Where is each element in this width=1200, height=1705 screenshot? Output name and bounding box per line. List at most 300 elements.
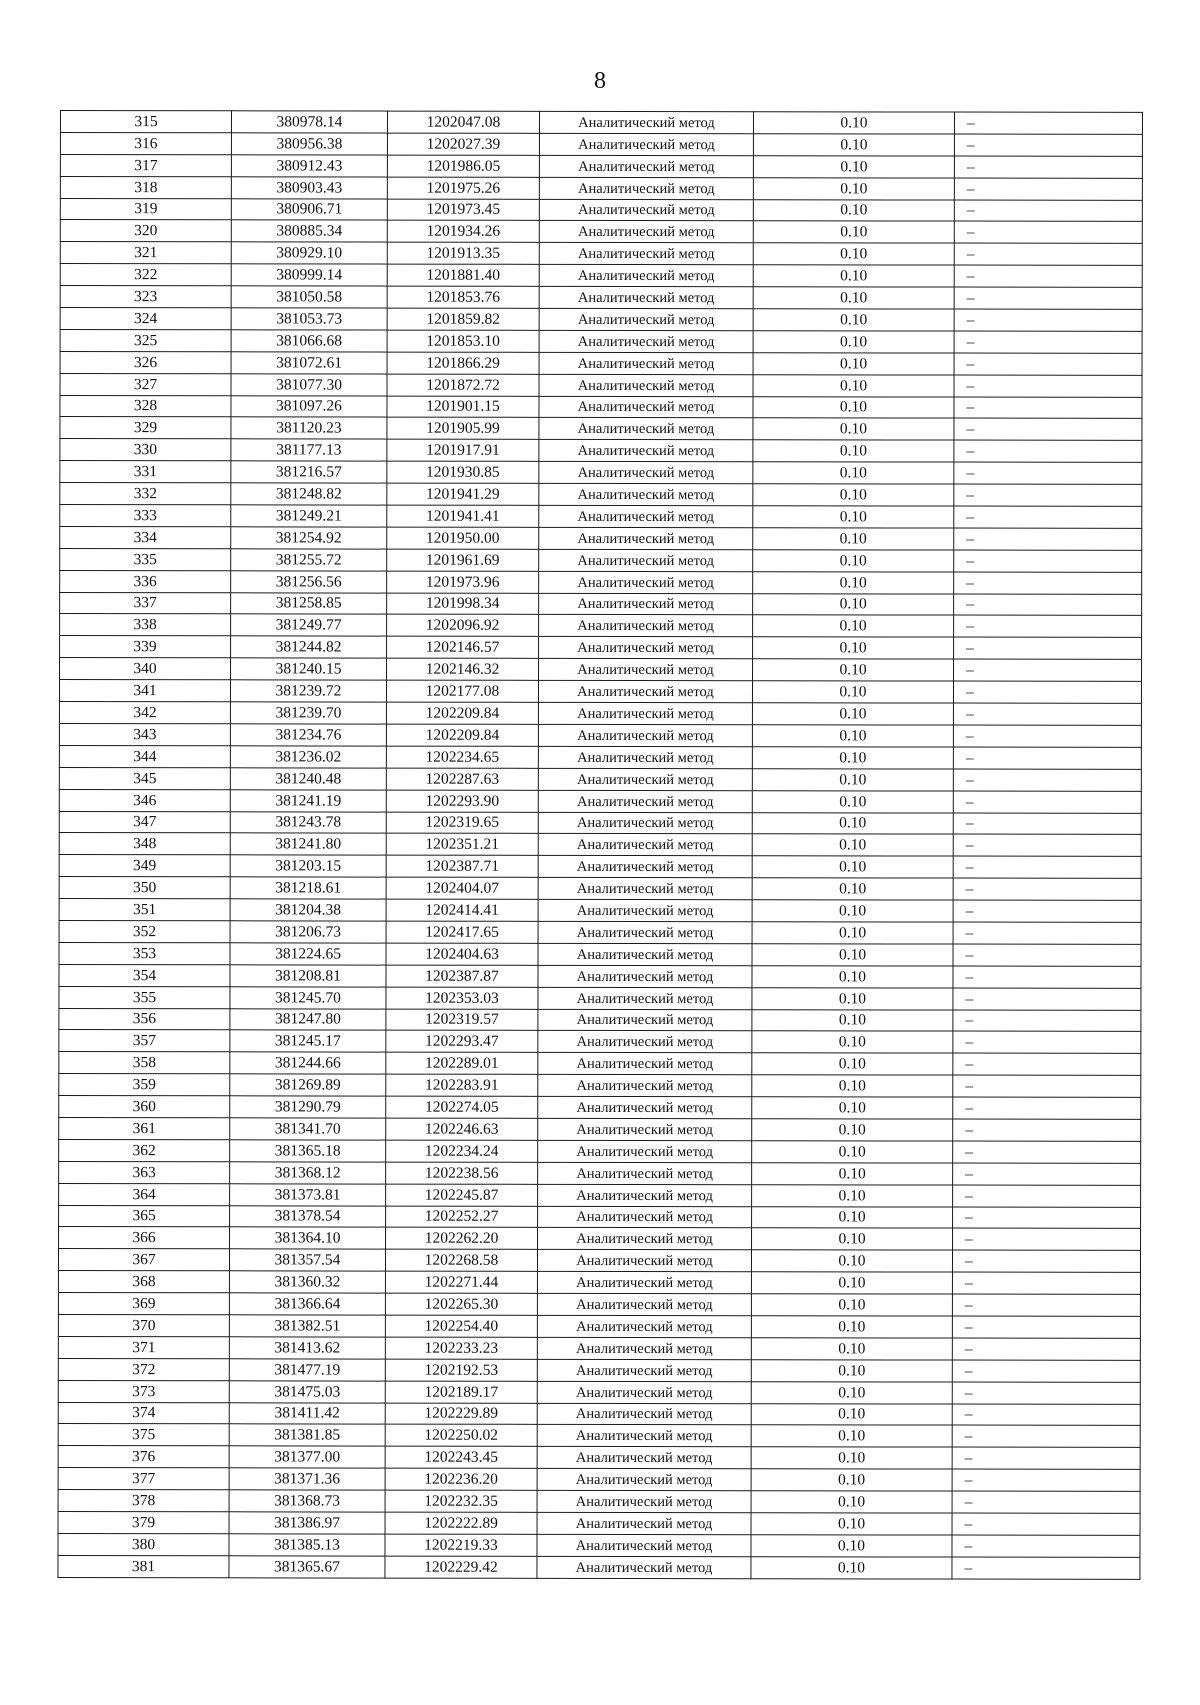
- x-coordinate-cell: 381097.26: [231, 395, 387, 417]
- table-row: [59, 942, 1141, 966]
- x-coordinate-cell: 381239.72: [230, 680, 386, 702]
- x-coordinate-cell: 381243.78: [230, 811, 386, 833]
- empty-dash-cell: –: [954, 506, 1142, 528]
- y-coordinate-cell: 1202246.63: [386, 1118, 538, 1140]
- x-coordinate-cell: 381203.15: [230, 855, 386, 877]
- y-coordinate-cell: 1202265.30: [385, 1293, 537, 1315]
- point-number-cell: 365: [59, 1205, 230, 1227]
- point-number-cell: 330: [60, 439, 231, 461]
- empty-dash-cell: –: [953, 834, 1141, 856]
- y-coordinate-cell: 1202417.65: [386, 921, 538, 943]
- y-coordinate-cell: 1201866.29: [387, 352, 539, 374]
- point-number-cell: 357: [59, 1030, 230, 1052]
- table-row: [60, 220, 1142, 244]
- x-coordinate-cell: 381247.80: [230, 1008, 386, 1030]
- empty-dash-cell: –: [954, 156, 1142, 178]
- y-coordinate-cell: 1202229.89: [385, 1403, 537, 1425]
- x-coordinate-cell: 381244.82: [231, 636, 387, 658]
- empty-dash-cell: –: [953, 944, 1141, 966]
- empty-dash-cell: –: [953, 878, 1141, 900]
- table-row: [58, 1380, 1140, 1404]
- accuracy-cell: 0.10: [753, 177, 954, 199]
- empty-dash-cell: –: [953, 703, 1141, 725]
- accuracy-cell: 0.10: [752, 747, 953, 769]
- table-row: [59, 811, 1141, 835]
- point-number-cell: 336: [60, 570, 231, 592]
- y-coordinate-cell: 1202293.90: [386, 790, 538, 812]
- method-cell: Аналитический метод: [539, 527, 753, 549]
- x-coordinate-cell: 381241.80: [230, 833, 386, 855]
- table-row: [59, 833, 1141, 857]
- accuracy-cell: 0.10: [753, 659, 954, 681]
- accuracy-cell: 0.10: [753, 112, 954, 134]
- y-coordinate-cell: 1202234.65: [386, 746, 538, 768]
- empty-dash-cell: –: [953, 1207, 1141, 1229]
- y-coordinate-cell: 1201917.91: [387, 439, 539, 461]
- point-number-cell: 356: [59, 1008, 230, 1030]
- y-coordinate-cell: 1202387.71: [386, 855, 538, 877]
- empty-dash-cell: –: [954, 419, 1142, 441]
- x-coordinate-cell: 381236.02: [230, 746, 386, 768]
- table-row: [59, 680, 1141, 704]
- table-row: [60, 351, 1142, 375]
- method-cell: Аналитический метод: [538, 1031, 752, 1053]
- x-coordinate-cell: 381239.70: [230, 702, 386, 724]
- method-cell: Аналитический метод: [539, 396, 753, 418]
- accuracy-cell: 0.10: [753, 462, 954, 484]
- accuracy-cell: 0.10: [752, 1097, 953, 1119]
- empty-dash-cell: –: [952, 1491, 1140, 1513]
- x-coordinate-cell: 381368.12: [230, 1162, 386, 1184]
- table-row: [60, 570, 1142, 594]
- point-number-cell: 366: [59, 1227, 230, 1249]
- y-coordinate-cell: 1201973.45: [387, 199, 539, 221]
- point-number-cell: 346: [59, 789, 230, 811]
- x-coordinate-cell: 381373.81: [230, 1183, 386, 1205]
- table-row: [60, 483, 1142, 507]
- method-cell: Аналитический метод: [537, 1250, 751, 1272]
- x-coordinate-cell: 381357.54: [229, 1249, 385, 1271]
- accuracy-cell: 0.10: [753, 221, 954, 243]
- point-number-cell: 322: [60, 264, 231, 286]
- y-coordinate-cell: 1202414.41: [386, 899, 538, 921]
- method-cell: Аналитический метод: [538, 1118, 752, 1140]
- x-coordinate-cell: 381365.18: [230, 1140, 386, 1162]
- x-coordinate-cell: 380999.14: [231, 264, 387, 286]
- y-coordinate-cell: 1202232.35: [385, 1490, 537, 1512]
- empty-dash-cell: –: [952, 1557, 1140, 1579]
- x-coordinate-cell: 381240.48: [230, 768, 386, 790]
- x-coordinate-cell: 381385.13: [229, 1534, 385, 1556]
- empty-dash-cell: –: [954, 112, 1142, 134]
- point-number-cell: 376: [58, 1446, 229, 1468]
- y-coordinate-cell: 1202027.39: [387, 133, 539, 155]
- accuracy-cell: 0.10: [753, 637, 954, 659]
- table-row: [58, 1468, 1140, 1492]
- x-coordinate-cell: 381364.10: [230, 1227, 386, 1249]
- point-number-cell: 364: [59, 1183, 230, 1205]
- method-cell: Аналитический метод: [538, 1009, 752, 1031]
- table-row: [59, 1183, 1141, 1207]
- method-cell: Аналитический метод: [539, 374, 753, 396]
- method-cell: Аналитический метод: [539, 462, 753, 484]
- empty-dash-cell: –: [954, 637, 1142, 659]
- y-coordinate-cell: 1202289.01: [386, 1052, 538, 1074]
- point-number-cell: 361: [59, 1117, 230, 1139]
- point-number-cell: 344: [59, 745, 230, 767]
- x-coordinate-cell: 381382.51: [229, 1315, 385, 1337]
- empty-dash-cell: –: [954, 484, 1142, 506]
- point-number-cell: 329: [60, 417, 231, 439]
- empty-dash-cell: –: [954, 572, 1142, 594]
- empty-dash-cell: –: [953, 856, 1141, 878]
- empty-dash-cell: –: [953, 813, 1141, 835]
- y-coordinate-cell: 1202146.57: [387, 636, 539, 658]
- empty-dash-cell: –: [953, 1075, 1141, 1097]
- accuracy-cell: 0.10: [751, 1425, 952, 1447]
- empty-dash-cell: –: [952, 1425, 1140, 1447]
- table-row: [60, 286, 1142, 310]
- x-coordinate-cell: 381475.03: [229, 1380, 385, 1402]
- y-coordinate-cell: 1202283.91: [386, 1074, 538, 1096]
- table-row: [59, 789, 1141, 813]
- method-cell: Аналитический метод: [538, 1140, 752, 1162]
- point-number-cell: 316: [60, 132, 231, 154]
- y-coordinate-cell: 1202404.63: [386, 943, 538, 965]
- empty-dash-cell: –: [952, 1513, 1140, 1535]
- point-number-cell: 375: [58, 1424, 229, 1446]
- x-coordinate-cell: 381240.15: [231, 658, 387, 680]
- table-row: [59, 1227, 1141, 1251]
- x-coordinate-cell: 380912.43: [231, 155, 387, 177]
- point-number-cell: 381: [58, 1555, 229, 1577]
- empty-dash-cell: –: [954, 287, 1142, 309]
- y-coordinate-cell: 1201973.96: [387, 571, 539, 593]
- y-coordinate-cell: 1202319.57: [386, 1009, 538, 1031]
- accuracy-cell: 0.10: [753, 155, 954, 177]
- accuracy-cell: 0.10: [753, 309, 954, 331]
- method-cell: Аналитический метод: [537, 1447, 751, 1469]
- method-cell: Аналитический метод: [538, 812, 752, 834]
- x-coordinate-cell: 381477.19: [229, 1359, 385, 1381]
- table-row: [59, 920, 1141, 944]
- point-number-cell: 379: [58, 1511, 229, 1533]
- y-coordinate-cell: 1202254.40: [385, 1315, 537, 1337]
- y-coordinate-cell: 1202146.32: [387, 658, 539, 680]
- table-row: [58, 1555, 1140, 1579]
- table-row: [59, 1117, 1141, 1141]
- method-cell: Аналитический метод: [539, 111, 753, 133]
- table-row: [60, 548, 1142, 572]
- point-number-cell: 335: [60, 548, 231, 570]
- method-cell: Аналитический метод: [537, 1272, 751, 1294]
- table-row: [60, 658, 1142, 682]
- accuracy-cell: 0.10: [752, 1184, 953, 1206]
- accuracy-cell: 0.10: [753, 243, 954, 265]
- method-cell: Аналитический метод: [538, 943, 752, 965]
- x-coordinate-cell: 381258.85: [231, 592, 387, 614]
- accuracy-cell: 0.10: [752, 1009, 953, 1031]
- empty-dash-cell: –: [952, 1316, 1140, 1338]
- table-row: [60, 198, 1142, 222]
- accuracy-cell: 0.10: [752, 944, 953, 966]
- x-coordinate-cell: 380903.43: [231, 176, 387, 198]
- point-number-cell: 359: [59, 1074, 230, 1096]
- method-cell: Аналитический метод: [539, 418, 753, 440]
- method-cell: Аналитический метод: [537, 1337, 751, 1359]
- x-coordinate-cell: 380978.14: [231, 111, 387, 133]
- method-cell: Аналитический метод: [538, 1096, 752, 1118]
- method-cell: Аналитический метод: [537, 1469, 751, 1491]
- x-coordinate-cell: 381256.56: [231, 571, 387, 593]
- y-coordinate-cell: 1202209.84: [386, 724, 538, 746]
- table-row: [60, 636, 1142, 660]
- empty-dash-cell: –: [954, 265, 1142, 287]
- table-row: [59, 877, 1141, 901]
- empty-dash-cell: –: [954, 200, 1142, 222]
- point-number-cell: 341: [59, 680, 230, 702]
- y-coordinate-cell: 1202245.87: [386, 1184, 538, 1206]
- method-cell: Аналитический метод: [538, 790, 752, 812]
- method-cell: Аналитический метод: [537, 1293, 751, 1315]
- x-coordinate-cell: 381245.70: [230, 986, 386, 1008]
- x-coordinate-cell: 381206.73: [230, 921, 386, 943]
- table-row: [58, 1336, 1140, 1360]
- method-cell: Аналитический метод: [539, 177, 753, 199]
- table-row: [59, 745, 1141, 769]
- x-coordinate-cell: 381072.61: [231, 352, 387, 374]
- y-coordinate-cell: 1202177.08: [386, 680, 538, 702]
- accuracy-cell: 0.10: [752, 790, 953, 812]
- empty-dash-cell: –: [953, 681, 1141, 703]
- accuracy-cell: 0.10: [753, 353, 954, 375]
- accuracy-cell: 0.10: [752, 878, 953, 900]
- y-coordinate-cell: 1202229.42: [385, 1556, 537, 1578]
- point-number-cell: 333: [60, 505, 231, 527]
- accuracy-cell: 0.10: [752, 922, 953, 944]
- method-cell: Аналитический метод: [539, 571, 753, 593]
- accuracy-cell: 0.10: [753, 199, 954, 221]
- accuracy-cell: 0.10: [752, 1141, 953, 1163]
- point-number-cell: 371: [58, 1336, 229, 1358]
- y-coordinate-cell: 1202262.20: [386, 1227, 538, 1249]
- empty-dash-cell: –: [954, 462, 1142, 484]
- x-coordinate-cell: 381224.65: [230, 943, 386, 965]
- accuracy-cell: 0.10: [752, 703, 953, 725]
- method-cell: Аналитический метод: [538, 1206, 752, 1228]
- table-row: [58, 1446, 1140, 1470]
- accuracy-cell: 0.10: [753, 134, 954, 156]
- table-row: [60, 176, 1142, 200]
- point-number-cell: 327: [60, 373, 231, 395]
- point-number-cell: 332: [60, 483, 231, 505]
- accuracy-cell: 0.10: [752, 1053, 953, 1075]
- y-coordinate-cell: 1202252.27: [386, 1206, 538, 1228]
- empty-dash-cell: –: [953, 1053, 1141, 1075]
- x-coordinate-cell: 381249.21: [231, 505, 387, 527]
- method-cell: Аналитический метод: [539, 549, 753, 571]
- table-row: [60, 395, 1142, 419]
- x-coordinate-cell: 381053.73: [231, 308, 387, 330]
- point-number-cell: 372: [58, 1358, 229, 1380]
- accuracy-cell: 0.10: [753, 571, 954, 593]
- y-coordinate-cell: 1201881.40: [387, 264, 539, 286]
- empty-dash-cell: –: [952, 1250, 1140, 1272]
- method-cell: Аналитический метод: [537, 1512, 751, 1534]
- method-cell: Аналитический метод: [539, 440, 753, 462]
- x-coordinate-cell: 381120.23: [231, 417, 387, 439]
- accuracy-cell: 0.10: [751, 1316, 952, 1338]
- accuracy-cell: 0.10: [752, 987, 953, 1009]
- empty-dash-cell: –: [954, 134, 1142, 156]
- method-cell: Аналитический метод: [538, 987, 752, 1009]
- y-coordinate-cell: 1202319.65: [386, 812, 538, 834]
- empty-dash-cell: –: [954, 550, 1142, 572]
- method-cell: Аналитический метод: [539, 352, 753, 374]
- table-row: [59, 1030, 1141, 1054]
- point-number-cell: 319: [60, 198, 231, 220]
- point-number-cell: 363: [59, 1161, 230, 1183]
- x-coordinate-cell: 381208.81: [230, 965, 386, 987]
- x-coordinate-cell: 381241.19: [230, 789, 386, 811]
- method-cell: Аналитический метод: [537, 1556, 751, 1578]
- method-cell: Аналитический метод: [538, 834, 752, 856]
- method-cell: Аналитический метод: [537, 1359, 751, 1381]
- accuracy-cell: 0.10: [752, 856, 953, 878]
- method-cell: Аналитический метод: [538, 899, 752, 921]
- table-row: [60, 154, 1142, 178]
- x-coordinate-cell: 380929.10: [231, 242, 387, 264]
- method-cell: Аналитический метод: [539, 265, 753, 287]
- point-number-cell: 370: [58, 1314, 229, 1336]
- empty-dash-cell: –: [953, 769, 1141, 791]
- table-row: [59, 1008, 1141, 1032]
- method-cell: Аналитический метод: [539, 659, 753, 681]
- empty-dash-cell: –: [953, 1010, 1141, 1032]
- point-number-cell: 340: [60, 658, 231, 680]
- point-number-cell: 378: [58, 1490, 229, 1512]
- method-cell: Аналитический метод: [538, 702, 752, 724]
- y-coordinate-cell: 1201853.10: [387, 330, 539, 352]
- accuracy-cell: 0.10: [753, 440, 954, 462]
- accuracy-cell: 0.10: [753, 265, 954, 287]
- empty-dash-cell: –: [954, 440, 1142, 462]
- x-coordinate-cell: 380885.34: [231, 220, 387, 242]
- y-coordinate-cell: 1201901.15: [387, 396, 539, 418]
- point-number-cell: 350: [59, 877, 230, 899]
- table-row: [58, 1402, 1140, 1426]
- accuracy-cell: 0.10: [751, 1535, 952, 1557]
- y-coordinate-cell: 1202250.02: [385, 1425, 537, 1447]
- empty-dash-cell: –: [954, 594, 1142, 616]
- y-coordinate-cell: 1202233.23: [385, 1337, 537, 1359]
- y-coordinate-cell: 1201905.99: [387, 418, 539, 440]
- x-coordinate-cell: 380906.71: [231, 198, 387, 220]
- accuracy-cell: 0.10: [752, 812, 953, 834]
- method-cell: Аналитический метод: [538, 878, 752, 900]
- empty-dash-cell: –: [952, 1469, 1140, 1491]
- y-coordinate-cell: 1202189.17: [385, 1381, 537, 1403]
- empty-dash-cell: –: [953, 791, 1141, 813]
- table-row: [60, 505, 1142, 529]
- y-coordinate-cell: 1201941.41: [387, 505, 539, 527]
- y-coordinate-cell: 1202293.47: [386, 1030, 538, 1052]
- method-cell: Аналитический метод: [538, 1075, 752, 1097]
- method-cell: Аналитический метод: [538, 1184, 752, 1206]
- empty-dash-cell: –: [954, 178, 1142, 200]
- point-number-cell: 348: [59, 833, 230, 855]
- x-coordinate-cell: 381360.32: [229, 1271, 385, 1293]
- empty-dash-cell: –: [954, 222, 1142, 244]
- point-number-cell: 338: [60, 614, 231, 636]
- method-cell: Аналитический метод: [539, 308, 753, 330]
- empty-dash-cell: –: [953, 1031, 1141, 1053]
- x-coordinate-cell: 381341.70: [230, 1118, 386, 1140]
- accuracy-cell: 0.10: [753, 331, 954, 353]
- point-number-cell: 325: [60, 329, 231, 351]
- x-coordinate-cell: 381269.89: [230, 1074, 386, 1096]
- empty-dash-cell: –: [954, 616, 1142, 638]
- method-cell: Аналитический метод: [538, 680, 752, 702]
- point-number-cell: 342: [59, 702, 230, 724]
- x-coordinate-cell: 381254.92: [231, 527, 387, 549]
- table-row: [59, 1074, 1141, 1098]
- x-coordinate-cell: 381245.17: [230, 1030, 386, 1052]
- x-coordinate-cell: 381386.97: [229, 1512, 385, 1534]
- method-cell: Аналитический метод: [538, 1053, 752, 1075]
- point-number-cell: 377: [58, 1468, 229, 1490]
- method-cell: Аналитический метод: [539, 637, 753, 659]
- method-cell: Аналитический метод: [539, 155, 753, 177]
- y-coordinate-cell: 1202096.92: [387, 615, 539, 637]
- empty-dash-cell: –: [953, 1141, 1141, 1163]
- table-row: [60, 308, 1142, 332]
- table-row: [60, 592, 1142, 616]
- table-row: [59, 702, 1141, 726]
- x-coordinate-cell: 381234.76: [230, 724, 386, 746]
- method-cell: Аналитический метод: [538, 1228, 752, 1250]
- accuracy-cell: 0.10: [751, 1381, 952, 1403]
- point-number-cell: 355: [59, 986, 230, 1008]
- point-number-cell: 320: [60, 220, 231, 242]
- empty-dash-cell: –: [954, 331, 1142, 353]
- table-row: [59, 964, 1141, 988]
- table-row: [58, 1249, 1140, 1273]
- method-cell: Аналитический метод: [539, 505, 753, 527]
- point-number-cell: 358: [59, 1052, 230, 1074]
- empty-dash-cell: –: [954, 309, 1142, 331]
- point-number-cell: 318: [60, 176, 231, 198]
- accuracy-cell: 0.10: [753, 418, 954, 440]
- x-coordinate-cell: 381290.79: [230, 1096, 386, 1118]
- y-coordinate-cell: 1201853.76: [387, 286, 539, 308]
- accuracy-cell: 0.10: [752, 1206, 953, 1228]
- point-number-cell: 323: [60, 286, 231, 308]
- point-number-cell: 380: [58, 1533, 229, 1555]
- y-coordinate-cell: 1201950.00: [387, 527, 539, 549]
- table-row: [59, 1205, 1141, 1229]
- x-coordinate-cell: 381204.38: [230, 899, 386, 921]
- accuracy-cell: 0.10: [751, 1294, 952, 1316]
- point-number-cell: 362: [59, 1139, 230, 1161]
- accuracy-cell: 0.10: [753, 506, 954, 528]
- table-row: [60, 526, 1142, 550]
- y-coordinate-cell: 1201961.69: [387, 549, 539, 571]
- method-cell: Аналитический метод: [537, 1490, 751, 1512]
- accuracy-cell: 0.10: [751, 1338, 952, 1360]
- table-row: [59, 1052, 1141, 1076]
- y-coordinate-cell: 1202047.08: [387, 111, 539, 133]
